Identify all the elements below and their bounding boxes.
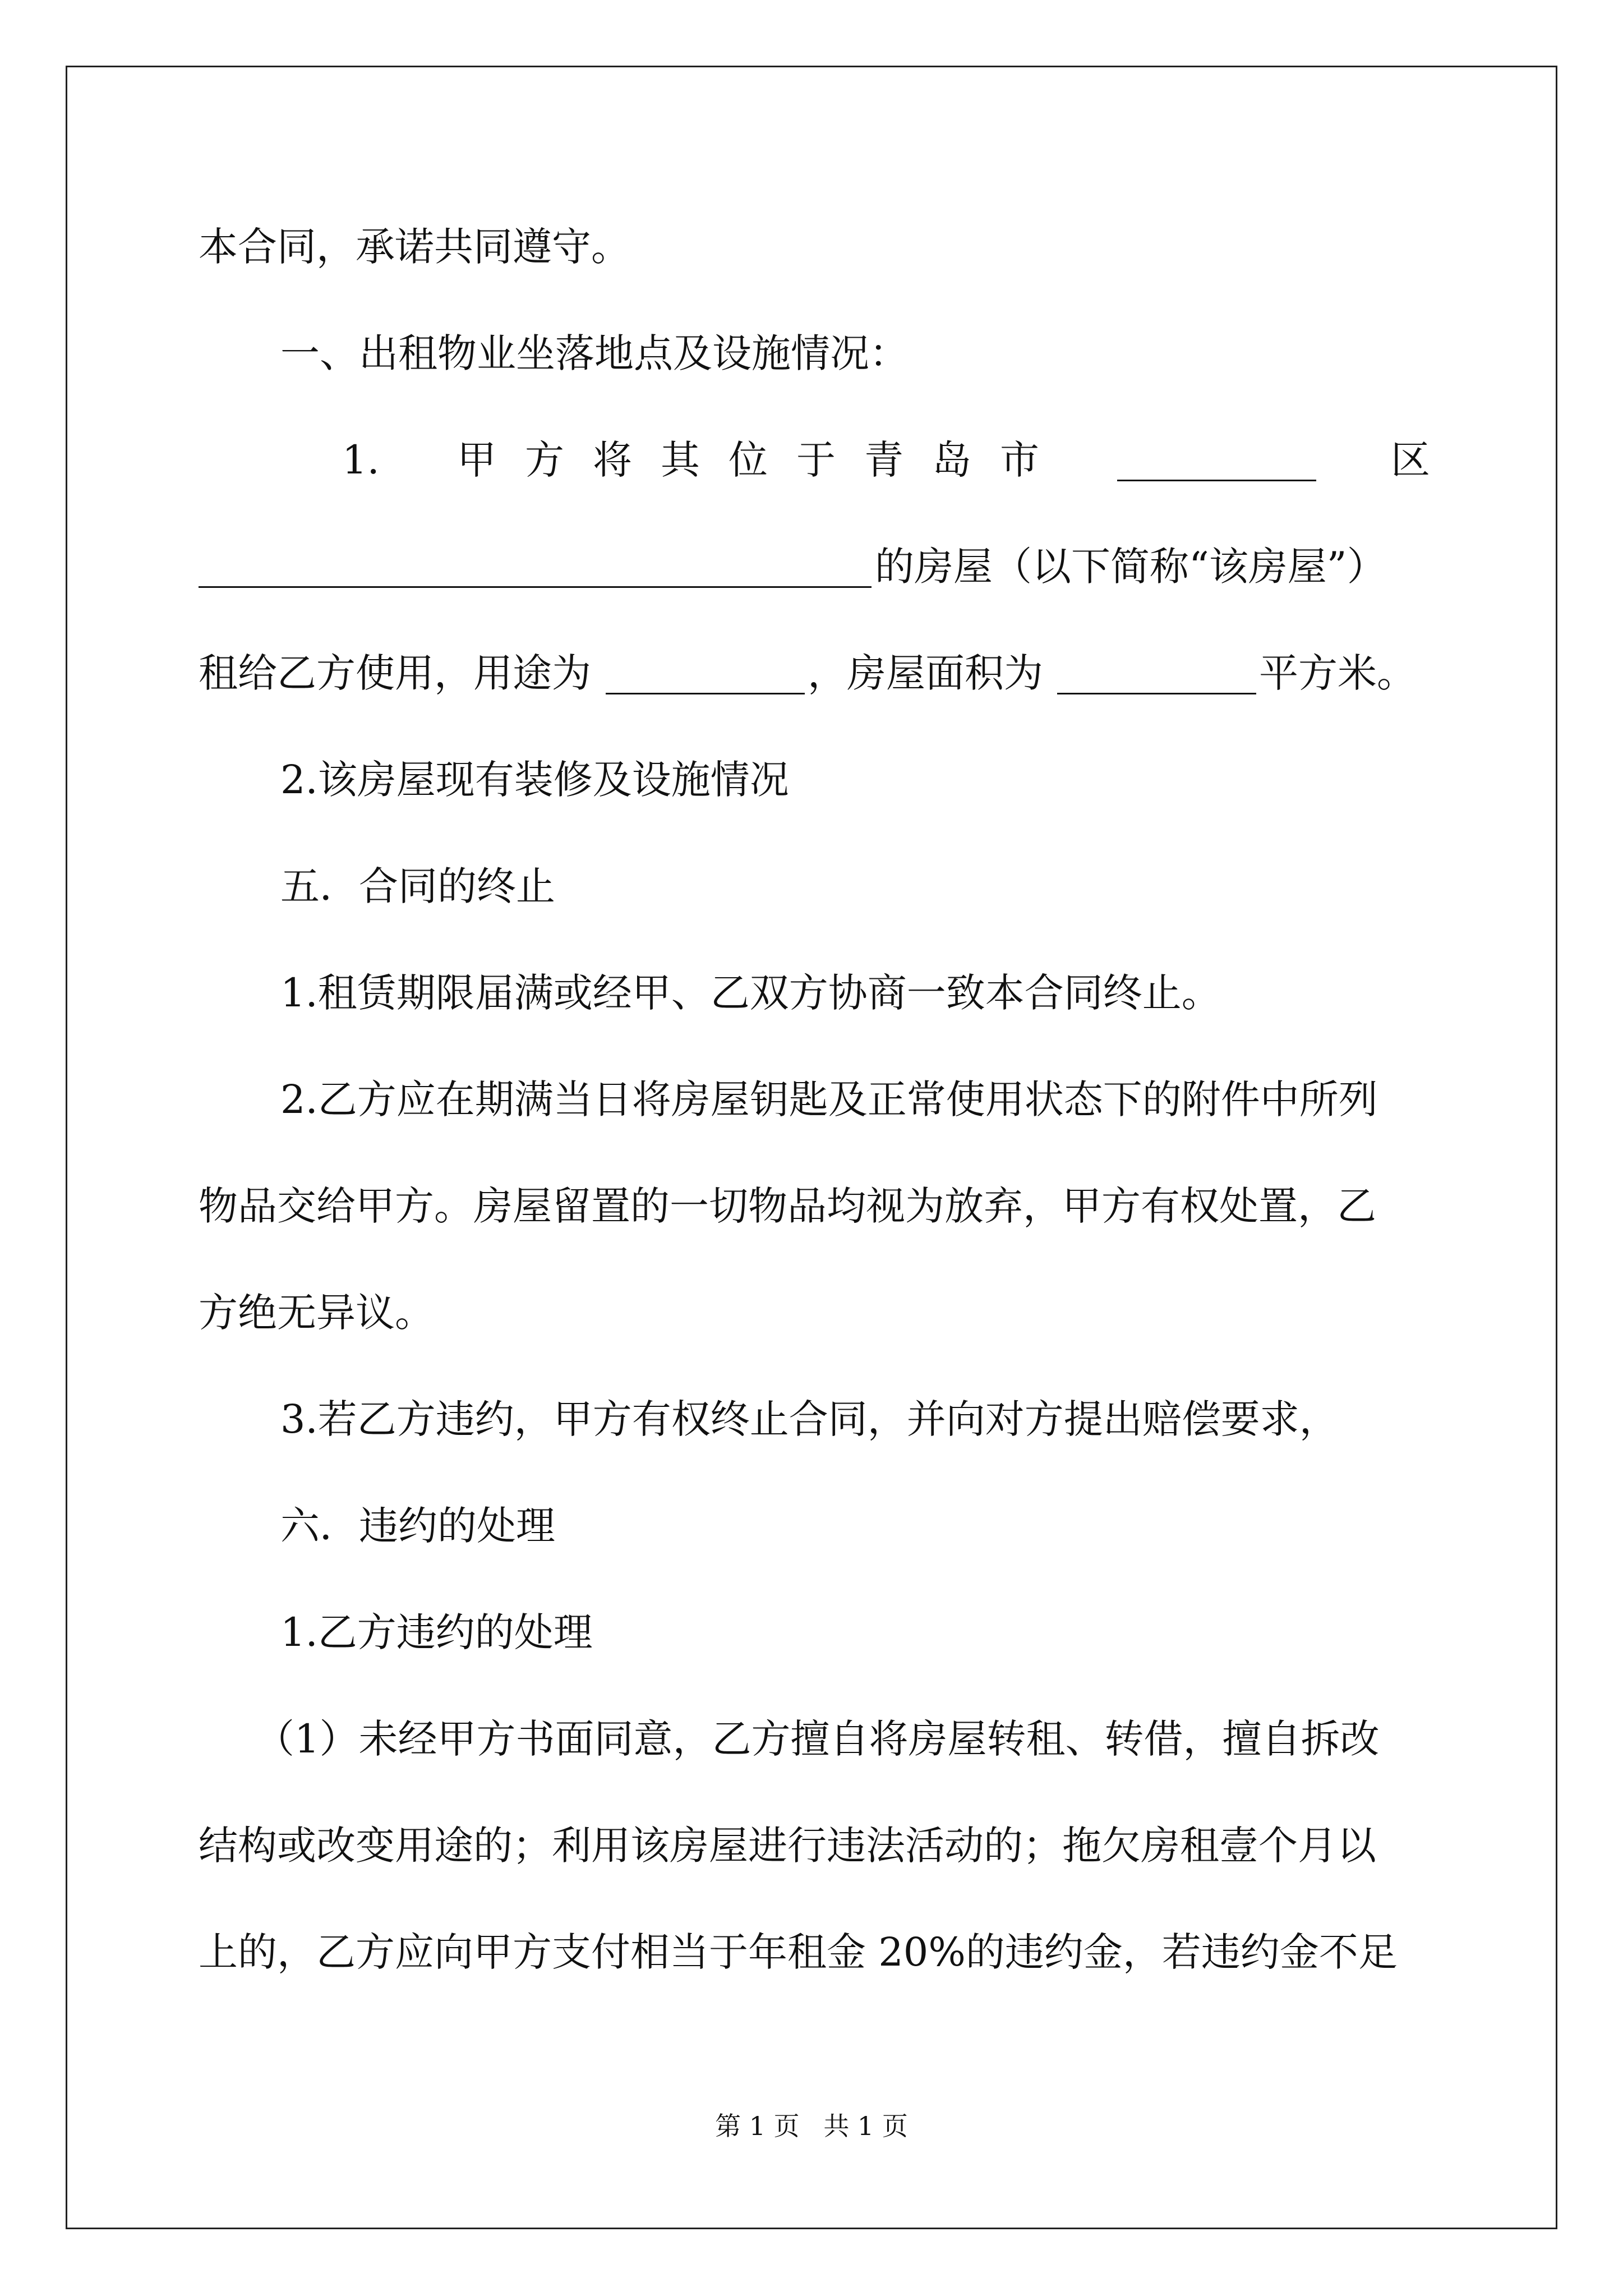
list-number: 1. bbox=[342, 437, 380, 483]
list-item: 2.乙方应在期满当日将房屋钥匙及正常使用状态下的附件中所列 bbox=[280, 1076, 1378, 1122]
list-item: 1.乙方违约的处理 bbox=[280, 1609, 593, 1655]
text-line: ，房屋面积为 bbox=[808, 650, 1043, 696]
text-line: 方绝无异议。 bbox=[199, 1290, 434, 1336]
text-line: 租给乙方使用，用途为 bbox=[199, 650, 591, 696]
section-heading: 六．违约的处理 bbox=[280, 1503, 555, 1549]
text-line: 甲方将其位于青岛市 bbox=[457, 437, 1068, 483]
text-line: 结构或改变用途的；利用该房屋进行违法活动的；拖欠房租壹个月以 bbox=[199, 1823, 1376, 1869]
blank-purpose bbox=[606, 654, 805, 694]
page-border bbox=[66, 66, 1557, 2229]
blank-district bbox=[1117, 440, 1316, 481]
text-line: 区 bbox=[1391, 437, 1430, 483]
list-item: （1）未经甲方书面同意，乙方擅自将房屋转租、转借，擅自拆改 bbox=[255, 1716, 1380, 1762]
page-total: 共 1 页 bbox=[823, 2111, 908, 2141]
text-line: 上的，乙方应向甲方支付相当于年租金 20%的违约金，若违约金不足 bbox=[199, 1929, 1398, 1975]
blank-area bbox=[1057, 654, 1256, 694]
list-item: 1.租赁期限届满或经甲、乙双方协商一致本合同终止。 bbox=[280, 970, 1221, 1016]
section-heading: 五．合同的终止 bbox=[280, 863, 555, 909]
text-line: 本合同，承诺共同遵守。 bbox=[199, 224, 630, 270]
text-line: 的房屋（以下简称“该房屋”） bbox=[875, 544, 1386, 590]
list-item: 3.若乙方违约，甲方有权终止合同，并向对方提出赔偿要求， bbox=[280, 1396, 1339, 1442]
blank-address bbox=[199, 547, 872, 588]
page-number: 第 1 页 bbox=[715, 2111, 800, 2141]
list-item: 2.该房屋现有装修及设施情况 bbox=[280, 757, 789, 803]
text-line: 平方米。 bbox=[1259, 650, 1416, 696]
page-footer bbox=[0, 2109, 1623, 2143]
section-heading: 一、出租物业坐落地点及设施情况： bbox=[280, 330, 909, 376]
text-line: 物品交给甲方。房屋留置的一切物品均视为放弃，甲方有权处置，乙 bbox=[199, 1183, 1376, 1229]
